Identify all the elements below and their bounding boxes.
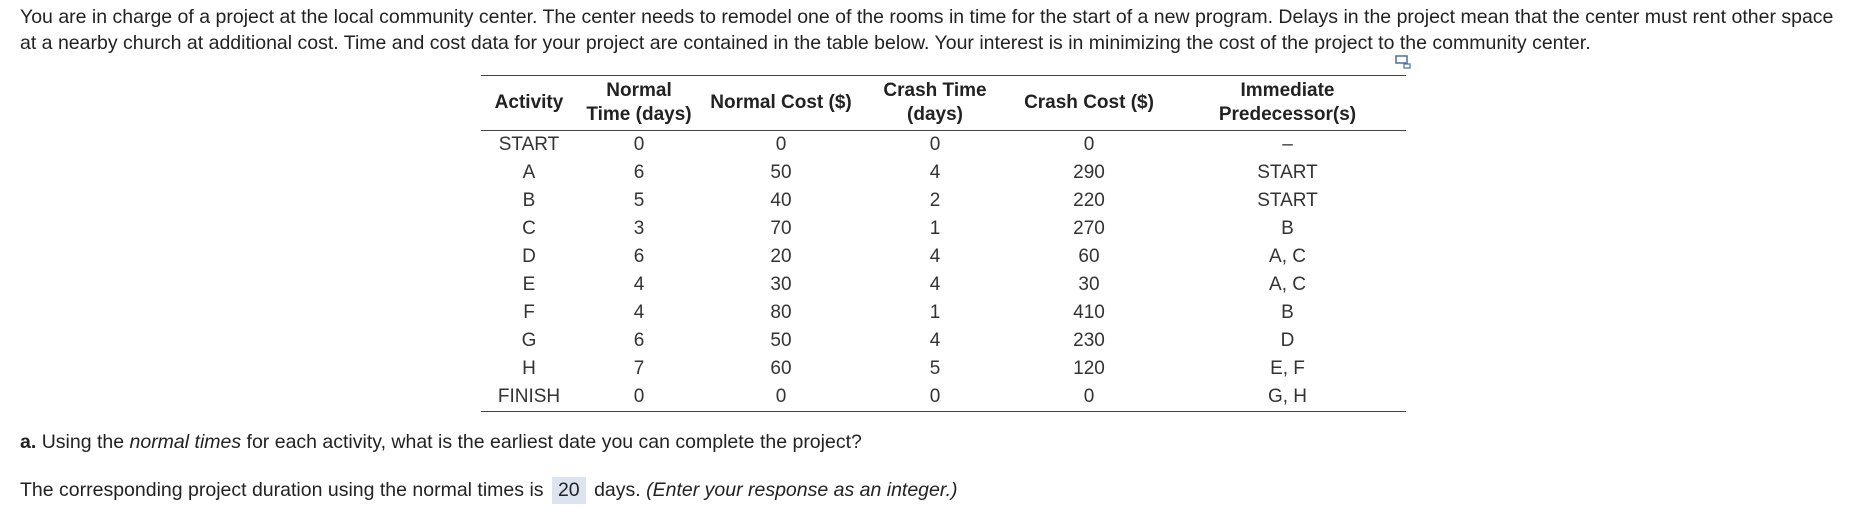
question-a	[20, 431, 862, 454]
question-text-after: for each activity, what is the earliest date you can complete the project?	[246, 431, 862, 453]
table-row	[481, 355, 1406, 383]
header-crash-time	[861, 76, 1009, 131]
cell-predecessors: START	[1257, 162, 1318, 183]
header-crash-time-label: Crash Time (days)	[883, 80, 987, 125]
cell-crash-time: 1	[929, 218, 941, 239]
table-row	[481, 187, 1406, 215]
table-header-row	[481, 76, 1406, 131]
answer-suffix: days.	[594, 479, 641, 501]
cell-normal-cost: 0	[775, 134, 787, 155]
cell-predecessors: D	[1280, 330, 1295, 351]
cell-normal-cost: 50	[770, 162, 792, 183]
cell-predecessors: B	[1281, 218, 1294, 239]
question-emphasis: normal times	[129, 431, 242, 453]
header-crash-cost: Crash Cost ($)	[1009, 76, 1169, 131]
cell-crash-time: 0	[929, 134, 941, 155]
cell-normal-time: 6	[633, 246, 645, 267]
answer-line	[20, 477, 958, 504]
header-activity: Activity	[481, 76, 577, 131]
cell-activity: FINISH	[481, 383, 577, 412]
cell-predecessors: A, C	[1269, 274, 1306, 295]
table-row	[481, 299, 1406, 327]
header-predecessors-label: Immediate Predecessor(s)	[1218, 80, 1357, 125]
cell-normal-time: 6	[633, 162, 645, 183]
cell-crash-cost: 230	[1073, 330, 1105, 351]
cell-crash-cost: 220	[1073, 190, 1105, 211]
cell-crash-cost: 120	[1073, 358, 1105, 379]
cell-predecessors: –	[1282, 134, 1293, 155]
cell-crash-cost: 270	[1073, 218, 1105, 239]
cell-activity: G	[521, 330, 537, 351]
cell-normal-cost: 60	[770, 358, 792, 379]
table-row	[481, 215, 1406, 243]
cell-activity: C	[522, 218, 536, 239]
cell-crash-cost: 0	[1083, 134, 1095, 155]
cell-predecessors: B	[1281, 302, 1294, 323]
cell-normal-time: 5	[633, 190, 645, 211]
cell-normal-time: 4	[633, 274, 645, 295]
table-row	[481, 327, 1406, 355]
cell-activity: D	[522, 246, 536, 267]
cell-crash-cost: 0	[1009, 383, 1169, 412]
cell-activity: A	[522, 162, 536, 183]
cell-normal-cost: 0	[701, 383, 861, 412]
cell-activity: E	[522, 274, 536, 295]
cell-activity: H	[522, 358, 536, 379]
cell-normal-time: 7	[633, 358, 645, 379]
cell-normal-cost: 80	[770, 302, 792, 323]
cell-crash-time: 2	[929, 190, 941, 211]
cell-normal-time: 6	[633, 330, 645, 351]
cell-normal-cost: 70	[770, 218, 792, 239]
cell-predecessors: G, H	[1169, 383, 1406, 412]
cell-crash-time: 4	[929, 246, 941, 267]
cell-crash-cost: 60	[1078, 246, 1100, 267]
header-normal-time-label: Normal Time (days)	[586, 80, 692, 125]
cell-crash-time: 4	[929, 274, 941, 295]
cell-normal-time: 0	[577, 383, 701, 412]
answer-input[interactable]: 20	[552, 477, 586, 504]
cell-normal-cost: 40	[770, 190, 792, 211]
table-row	[481, 243, 1406, 271]
table-body	[481, 131, 1406, 412]
header-normal-time	[577, 76, 701, 131]
table-row	[481, 271, 1406, 299]
question-text-before: Using the	[41, 431, 125, 453]
copy-table-icon[interactable]	[1395, 55, 1411, 69]
cell-activity: F	[523, 302, 535, 323]
table-row	[481, 131, 1406, 160]
cell-predecessors: A, C	[1269, 246, 1306, 267]
answer-hint: (Enter your response as an integer.)	[646, 479, 958, 501]
table-row	[481, 383, 1406, 412]
cell-normal-time: 0	[633, 134, 645, 155]
cell-normal-cost: 30	[770, 274, 792, 295]
cell-normal-time: 4	[633, 302, 645, 323]
answer-prefix: The corresponding project duration using the normal times is	[20, 479, 544, 501]
cell-crash-time: 4	[929, 162, 941, 183]
header-predecessors	[1169, 76, 1406, 131]
cell-normal-time: 3	[633, 218, 645, 239]
problem-intro: You are in charge of a project at the local community center. The center needs to remodel one of the rooms in time for the start of a new program. Delays in the project mean that the center must rent other space at a nearby church at additional cost. Time and cost data for your project are contained in the table below. Your interest is in minimizing the cost of the project to the community center.	[20, 6, 1834, 54]
cell-normal-cost: 50	[770, 330, 792, 351]
header-normal-cost: Normal Cost ($)	[701, 76, 861, 131]
cell-crash-time: 0	[861, 383, 1009, 412]
cell-normal-cost: 20	[770, 246, 792, 267]
cell-crash-cost: 290	[1073, 162, 1105, 183]
cell-activity: START	[498, 134, 560, 155]
cell-crash-time: 5	[929, 358, 941, 379]
cell-activity: B	[522, 190, 536, 211]
question-label: a.	[20, 431, 37, 453]
cell-crash-time: 4	[929, 330, 941, 351]
table-row	[481, 159, 1406, 187]
cell-crash-time: 1	[929, 302, 941, 323]
cell-crash-cost: 30	[1078, 274, 1100, 295]
cell-predecessors: START	[1257, 190, 1318, 211]
time-cost-table	[481, 75, 1406, 412]
cell-predecessors: E, F	[1270, 358, 1305, 379]
cell-crash-cost: 410	[1073, 302, 1105, 323]
